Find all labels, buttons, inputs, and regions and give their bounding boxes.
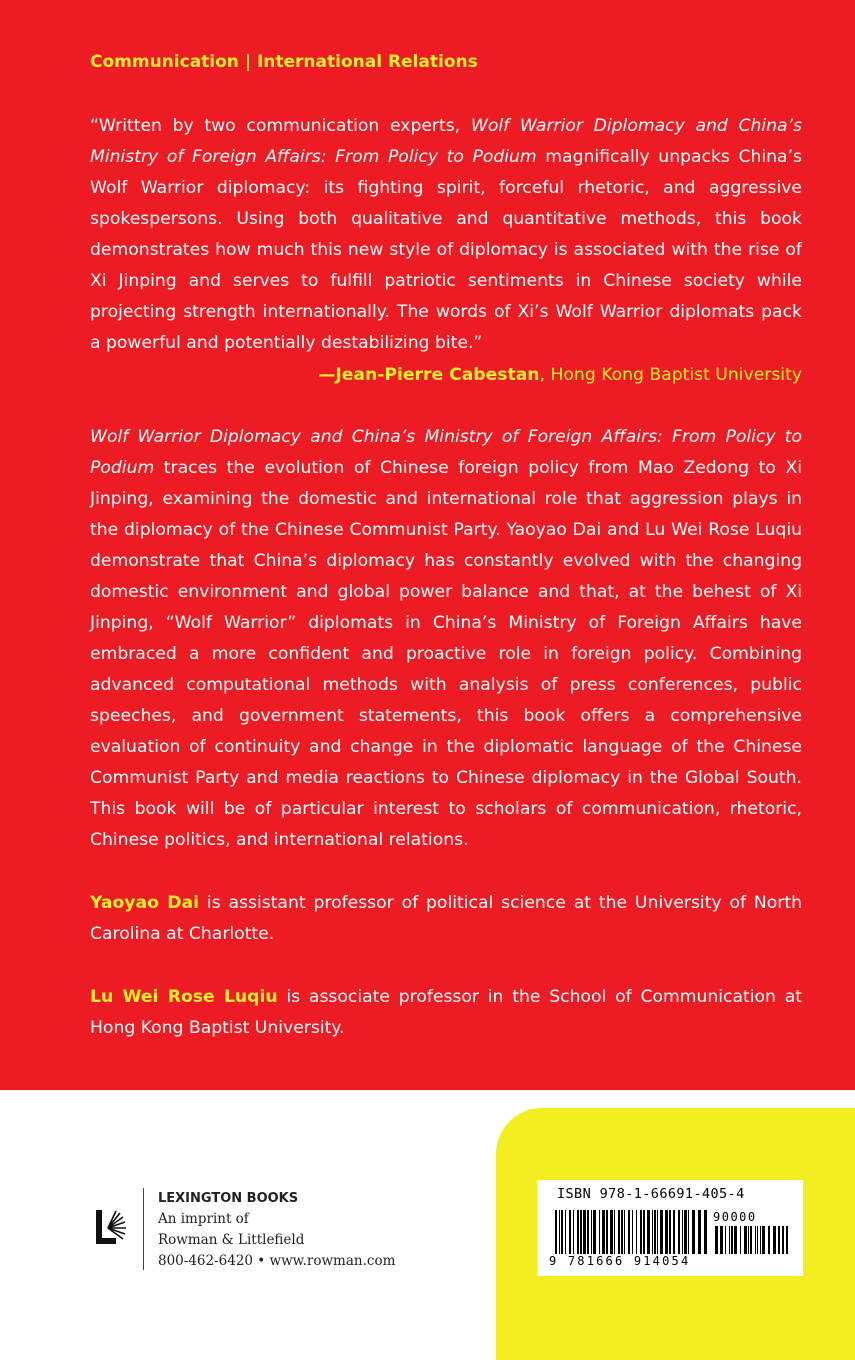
barcode-bar — [720, 1226, 723, 1254]
barcode-bar — [591, 1210, 592, 1254]
barcode-bar — [640, 1210, 642, 1254]
barcode-bar — [652, 1210, 653, 1254]
barcode-bar — [750, 1226, 752, 1254]
barcode-bar — [778, 1226, 780, 1254]
book-description — [90, 422, 802, 856]
barcode-bar — [744, 1226, 747, 1254]
endorsement-quote — [90, 111, 802, 359]
isbn-number: ISBN 978-1-66691-405-4 — [557, 1186, 745, 1202]
barcode-bar — [573, 1210, 574, 1254]
barcode-bar — [715, 1226, 718, 1254]
barcode-bar — [748, 1226, 749, 1254]
barcode-bar — [593, 1210, 596, 1254]
attribution-dash: — — [318, 365, 336, 385]
barcode-bar — [565, 1210, 566, 1254]
barcode-bar — [580, 1210, 582, 1254]
barcode-bar — [729, 1226, 730, 1254]
barcode-bar — [624, 1210, 625, 1254]
isbn-barcode — [537, 1180, 803, 1276]
barcode-bar — [760, 1226, 761, 1254]
publisher-name: LEXINGTON BOOKS — [158, 1191, 299, 1206]
endorser-name: Jean-Pierre Cabestan — [335, 365, 540, 385]
barcode-bar — [621, 1210, 623, 1254]
barcode-bar — [610, 1210, 613, 1254]
endorser-affiliation: Hong Kong Baptist University — [550, 365, 802, 385]
barcode-bar — [555, 1210, 557, 1254]
barcode-bar — [606, 1210, 608, 1254]
barcode-bar — [782, 1226, 784, 1254]
price-code: 90000 — [713, 1210, 757, 1224]
barcode-bar — [740, 1226, 741, 1254]
publisher-contact: 800-462-6420 • www.rowman.com — [158, 1253, 396, 1269]
barcode-bar — [773, 1226, 776, 1254]
attribution-separator: , — [539, 365, 551, 385]
endorsement-attribution — [90, 360, 802, 391]
publisher-info — [158, 1188, 395, 1272]
barcode-bar — [762, 1226, 765, 1254]
author-bio-1 — [90, 888, 802, 950]
barcode-bar — [757, 1226, 758, 1254]
barcode-bar — [602, 1210, 605, 1254]
description-book-title: Wolf Warrior Diplomacy and China’s Ministry of Foreign Affairs: From Policy to Podium — [90, 427, 802, 478]
barcode-bar — [731, 1226, 733, 1254]
barcode-bar — [628, 1210, 630, 1254]
barcode-bar — [643, 1210, 645, 1254]
barcode-digits: 9 781666 914054 — [549, 1254, 691, 1268]
barcode-bar — [577, 1210, 579, 1254]
publisher-divider — [143, 1188, 144, 1270]
barcode-bar — [654, 1210, 656, 1254]
barcode-bar — [678, 1210, 680, 1254]
barcode-bar — [559, 1210, 560, 1254]
barcode-bar — [786, 1226, 788, 1254]
barcode-bar — [614, 1210, 615, 1254]
barcode-bar — [583, 1210, 586, 1254]
barcode-bar — [636, 1210, 637, 1254]
quote-open: “Written by two communication experts, — [90, 116, 471, 136]
author-name-2: Lu Wei Rose Luqiu — [90, 987, 278, 1007]
barcode-bar — [684, 1210, 687, 1254]
barcode-bar — [632, 1210, 633, 1254]
description-body: traces the evolution of Chinese foreign policy from Mao Zedong to Xi Jinping, examining the domestic and international role that aggression plays in the diplomacy of the Chinese Communist Party. Yaoyao Dai and Lu Wei Rose Luqiu demonstrate that China’s diplomacy has constantly evolved with the changing domestic environment and global power balance and that, at the behest of Xi Jinping, “Wolf Warrior” diplomats in China’s Ministry of Foreign Affairs have embraced a more confident and proactive role in foreign policy. Combining advanced computational methods with analysis of press conferences, public speeches, and government statements, this book offers a comprehensive evaluation of continuity and change in the diplomatic language of the Chinese Communist Party and media reactions to Chinese diplomacy in the Global South. This book will be of particular interest to scholars of communication, rhetoric, Chinese politics, and international relations. — [90, 458, 802, 850]
barcode-bar — [665, 1210, 668, 1254]
barcode-bar — [660, 1210, 663, 1254]
barcode-bar — [647, 1210, 650, 1254]
author-bio-2 — [90, 982, 802, 1044]
barcode-bar — [569, 1210, 571, 1254]
barcode-bar — [561, 1210, 563, 1254]
barcode-bar — [734, 1226, 737, 1254]
author-name-1: Yaoyao Dai — [90, 893, 200, 913]
barcode-bar — [673, 1210, 675, 1254]
barcode-bar — [768, 1226, 770, 1254]
barcode-bar — [755, 1226, 756, 1254]
publisher-imprint-line: An imprint of — [158, 1211, 249, 1227]
book-category: Communication | International Relations — [90, 52, 478, 72]
quote-body: magnifically unpacks China’s Wolf Warrior diplomacy: its fighting spirit, forceful rhetoric, and aggressive spokespersons. Using both qualitative and quantitative methods, this book demonstrates how much this new style of diplomacy is associated with the rise of Xi Jinping and serves to fulfill patriotic sentiments in Chinese society while projecting strength internationally. The words of Xi’s Wolf Warrior diplomats pack a powerful and potentially destabilizing bite.” — [90, 147, 803, 353]
barcode-bar — [688, 1210, 689, 1254]
barcode-bar — [682, 1210, 683, 1254]
publisher-parent: Rowman & Littlefield — [158, 1232, 305, 1248]
lexington-books-logo-icon — [96, 1208, 130, 1248]
author-bio-text-2: is associate professor in the School of Communication at Hong Kong Baptist University. — [90, 987, 802, 1038]
barcode-bar — [725, 1226, 726, 1254]
barcode-bar — [692, 1210, 695, 1254]
barcode-bar — [587, 1210, 589, 1254]
barcode-bar — [657, 1210, 658, 1254]
barcode-bar — [704, 1210, 707, 1254]
barcode-bar — [618, 1210, 620, 1254]
author-bio-text-1: is assistant professor of political science at the University of North Carolina at Charlotte. — [90, 893, 803, 944]
barcode-bar — [669, 1210, 671, 1254]
barcode-bar — [599, 1210, 600, 1254]
barcode-bar — [698, 1210, 701, 1254]
quote-book-title: Wolf Warrior Diplomacy and China’s Ministry of Foreign Affairs: From Policy to Podium — [90, 116, 802, 167]
